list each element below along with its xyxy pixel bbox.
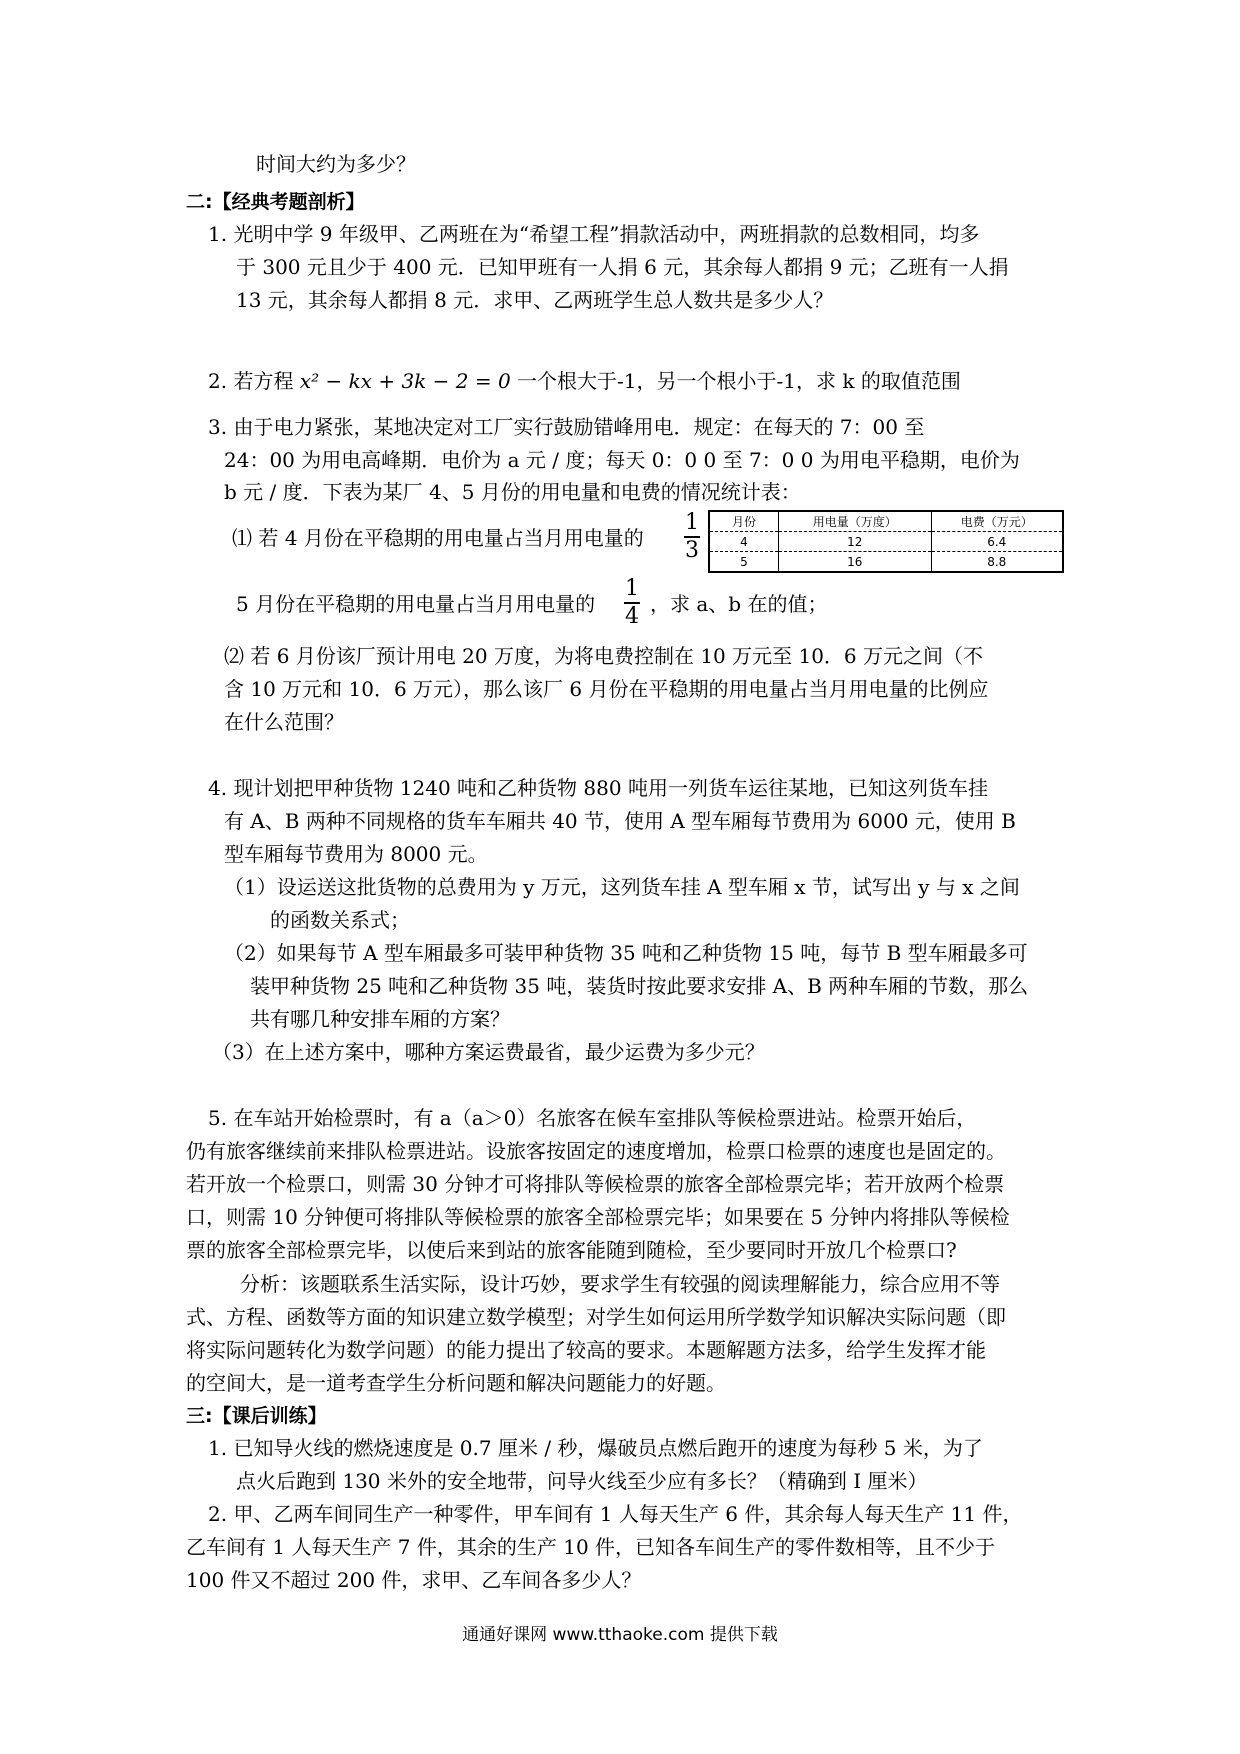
problem-3-line: b 元 / 度．下表为某厂 4、5 月份的用电量和电费的情况统计表： xyxy=(224,480,801,504)
table-cell: 4 xyxy=(709,532,779,552)
exercise-2-line: 乙车间有 1 人每天生产 7 件，其余的生产 10 件，已知各车间生产的零件数相等，且不少于 xyxy=(186,1535,996,1559)
exercise-2-line: 100 件又不超过 200 件，求甲、乙车间各多少人？ xyxy=(186,1568,642,1592)
problem-4-part-1-line: （1）设运送这批货物的总费用为 y 万元，这列货车挂 A 型车厢 x 节，试写出 y 与 x 之间 xyxy=(224,875,1020,899)
exercise-1-line: 点火后跑到 130 米外的安全地带，问导火线至少应有多长？（精确到 I 厘米） xyxy=(236,1469,928,1493)
problem-2-prefix: 2. 若方程 xyxy=(208,369,300,393)
problem-1-line: 13 元，其余每人都捐 8 元．求甲、乙两班学生总人数共是多少人？ xyxy=(236,288,834,312)
table-row xyxy=(709,552,1063,573)
table-cell: 6.4 xyxy=(931,532,1063,552)
table-row xyxy=(709,532,1063,552)
quadratic-equation: x² − kx + 3k − 2 = 0 xyxy=(299,369,511,393)
page-footer: 通通好课网 www.tthaoke.com 提供下载 xyxy=(462,1625,778,1645)
problem-5-line: 5. 在车站开始检票时，有 a（a＞0）名旅客在候车室排队等候检票进站。检票开始后， xyxy=(208,1106,977,1130)
problem-5-line: 仍有旅客继续前来排队检票进站。设旅客按固定的速度增加，检票口检票的速度也是固定的。 xyxy=(186,1139,1006,1163)
table-cell: 8.8 xyxy=(931,552,1063,573)
table-header-cell: 用电量（万度） xyxy=(779,511,932,532)
table-header-cell: 月份 xyxy=(709,511,779,532)
problem-3-part-1-suffix: ，求 a、b 在的值； xyxy=(650,592,828,616)
analysis-line: 分析：该题联系生活实际，设计巧妙，要求学生有较强的阅读理解能力，综合应用不等 xyxy=(240,1272,1000,1296)
problem-4-part-2-line: 装甲种货物 25 吨和乙种货物 35 吨，装货时按此要求安排 A、B 两种车厢的节数，那么 xyxy=(250,974,1029,998)
problem-4-line: 4. 现计划把甲种货物 1240 吨和乙种货物 880 吨用一列货车运往某地，已知这列货车挂 xyxy=(208,776,988,800)
table-header-row xyxy=(709,511,1063,532)
problem-5-line: 票的旅客全部检票完毕，以使后来到站的旅客能随到随检，至少要同时开放几个检票口? xyxy=(186,1238,957,1262)
table-cell: 12 xyxy=(779,532,932,552)
fraction-denominator: 3 xyxy=(685,538,699,563)
exercise-2-line: 2. 甲、乙两车间同生产一种零件，甲车间有 1 人每天生产 6 件，其余每人每天生产 11 件， xyxy=(208,1502,1023,1526)
problem-3-part-1-line: 5 月份在平稳期的用电量占当月用电量的 xyxy=(236,592,596,616)
table-header-cell: 电费（万元） xyxy=(931,511,1063,532)
problem-4-part-2-line: 共有哪几种安排车厢的方案？ xyxy=(250,1007,510,1031)
table-cell: 5 xyxy=(740,554,748,569)
problem-3-part-2-line: ⑵ 若 6 月份该厂预计用电 20 万度，为将电费控制在 10 万元至 10．6 万元之间（不 xyxy=(224,644,984,668)
problem-4-part-1-line: 的函数关系式； xyxy=(270,908,410,932)
problem-4-line: 型车厢每节费用为 8000 元。 xyxy=(224,842,488,866)
exercise-1-line: 1. 已知导火线的燃烧速度是 0.7 厘米 / 秒，爆破员点燃后跑开的速度为每秒 5 米，为了 xyxy=(208,1436,983,1460)
problem-3-part-2-line: 在什么范围？ xyxy=(224,710,344,734)
fraction-numerator: 1 xyxy=(685,510,699,535)
problem-3-part-2-line: 含 10 万元和 10．6 万元），那么该厂 6 月份在平稳期的用电量占当月用电量的比例应 xyxy=(224,677,989,701)
problem-3-part-1-line: ⑴ 若 4 月份在平稳期的用电量占当月用电量的 xyxy=(232,526,644,550)
problem-3-line: 3. 由于电力紧张，某地决定对工厂实行鼓励错峰用电．规定：在每天的 7：00 至 xyxy=(208,415,925,439)
fraction-numerator: 1 xyxy=(625,576,639,601)
problem-2-suffix: 一个根大于-1，另一个根小于-1，求 k 的取值范围 xyxy=(510,369,961,393)
problem-3-line: 24：00 为用电高峰期．电价为 a 元 / 度；每天 0：0 0 至 7：0 0 为用电平稳期，电价为 xyxy=(224,448,1020,472)
electricity-usage-table xyxy=(708,510,1064,573)
analysis-line: 将实际问题转化为数学问题）的能力提出了较高的要求。本题解题方法多，给学生发挥才能 xyxy=(186,1338,986,1362)
problem-4-part-3-line: （3）在上述方案中，哪种方案运费最省，最少运费为多少元？ xyxy=(212,1040,765,1064)
problem-5-line: 若开放一个检票口，则需 30 分钟才可将排队等候检票的旅客全部检票完毕；若开放两个检票 xyxy=(186,1172,1005,1196)
section-heading: 三:【课后训练】 xyxy=(186,1405,327,1427)
text-line: 时间大约为多少？ xyxy=(256,152,416,176)
table-cell: 16 xyxy=(779,552,932,573)
section-heading: 二:【经典考题剖析】 xyxy=(186,191,365,213)
problem-4-part-2-line: （2）如果每节 A 型车厢最多可装甲种货物 35 吨和乙种货物 15 吨，每节 B 型车厢最多可 xyxy=(224,941,1028,965)
fraction-denominator: 4 xyxy=(625,604,639,629)
fraction-one-quarter xyxy=(622,576,642,630)
problem-1-line: 于 300 元且少于 400 元．已知甲班有一人捐 6 元，其余每人都捐 9 元；乙班有一人捐 xyxy=(236,255,1009,279)
analysis-line: 的空间大，是一道考查学生分析问题和解决问题能力的好题。 xyxy=(186,1371,726,1395)
problem-2-line xyxy=(208,367,961,395)
analysis-line: 式、方程、函数等方面的知识建立数学模型；对学生如何运用所学数学知识解决实际问题（即 xyxy=(186,1305,1006,1329)
problem-5-line: 口，则需 10 分钟便可将排队等候检票的旅客全部检票完毕；如果要在 5 分钟内将排队等候检 xyxy=(186,1205,1010,1229)
problem-4-line: 有 A、B 两种不同规格的货车车厢共 40 节，使用 A 型车厢每节费用为 6000 元，使用 B xyxy=(224,809,1016,833)
fraction-one-third xyxy=(682,510,702,564)
problem-1-line: 1. 光明中学 9 年级甲、乙两班在为“希望工程”捐款活动中，两班捐款的总数相同，均多 xyxy=(208,222,980,246)
